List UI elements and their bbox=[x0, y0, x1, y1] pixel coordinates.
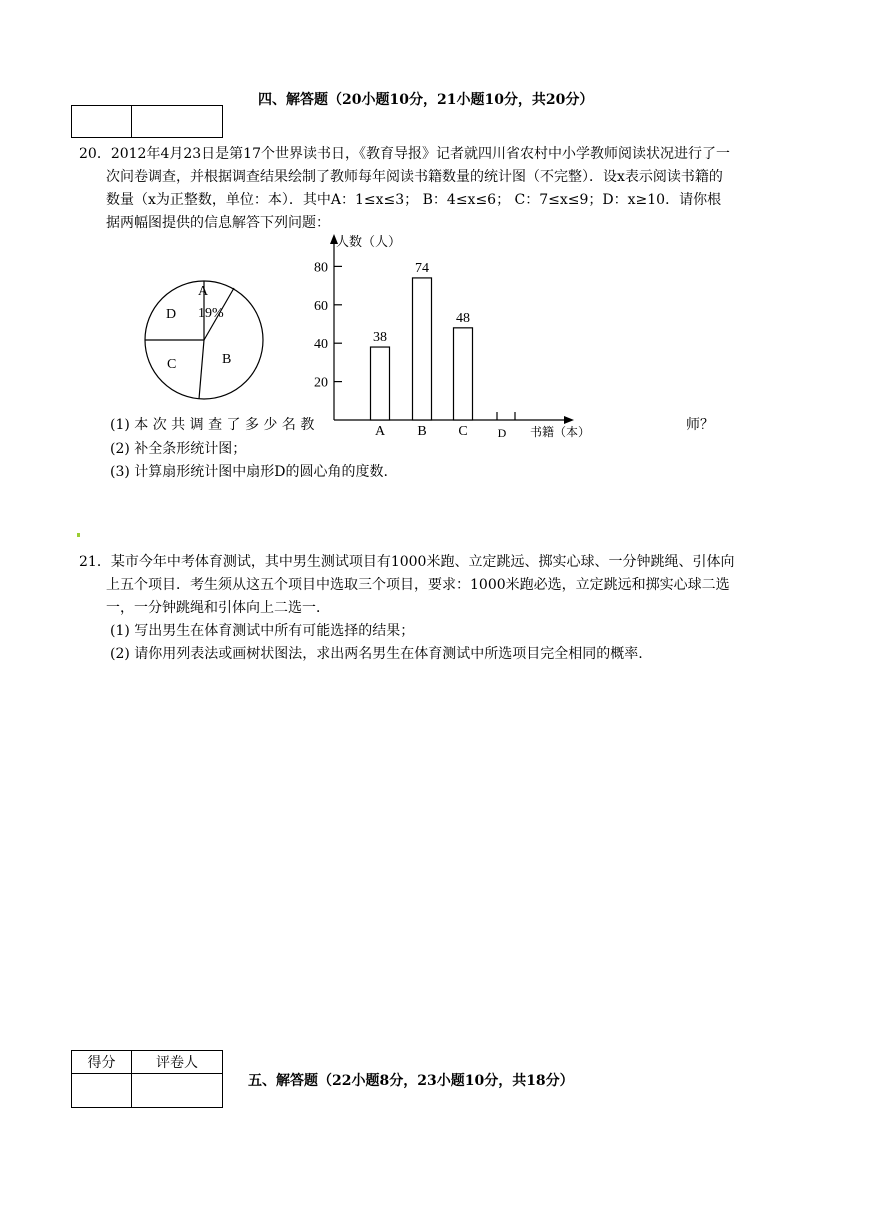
pie-slice-label-d: D bbox=[166, 307, 177, 322]
q20-sub1-right: 师？ bbox=[686, 417, 714, 433]
y-tick-label: 40 bbox=[314, 337, 328, 353]
q20-line3: 数量（x为正整数，单位：本）．其中A：1≤x≤3； B：4≤x≤6； C：7≤x≤9；D：x≥10．请你根 bbox=[106, 192, 722, 208]
bar-a bbox=[371, 347, 390, 420]
score-header: 得分 bbox=[72, 1051, 132, 1074]
y-tick-label: 60 bbox=[314, 298, 328, 314]
x-category-label-d: D bbox=[497, 426, 507, 440]
bar-b bbox=[413, 278, 432, 420]
y-axis-label: 人数（人） bbox=[336, 234, 402, 249]
q21-sub1: (1) 写出男生在体育测试中所有可能选择的结果； bbox=[110, 623, 415, 639]
pie-slice-label-c: C bbox=[167, 357, 177, 372]
x-category-label-c: C bbox=[458, 424, 468, 439]
section4-title: 四、解答题（20小题10分，21小题10分，共20分） bbox=[258, 92, 594, 108]
q20-line2: 次问卷调查，并根据调查结果绘制了教师每年阅读书籍数量的统计图（不完整）．设x表示阅读书籍的 bbox=[106, 169, 723, 185]
x-axis-label: 书籍（本） bbox=[530, 425, 591, 439]
y-tick-label: 20 bbox=[314, 375, 328, 391]
q20-sub3: (3) 计算扇形统计图中扇形D的圆心角的度数. bbox=[110, 464, 388, 480]
grader-cell[interactable] bbox=[132, 1074, 223, 1108]
pie-slice-value-a: 19% bbox=[198, 306, 224, 321]
y-tick-label: 80 bbox=[314, 260, 328, 276]
section4-score-box bbox=[71, 105, 223, 138]
q20-line4: 据两幅图提供的信息解答下列问题： bbox=[106, 215, 330, 231]
q20-sub1-left: (1) 本 次 共 调 查 了 多 少 名 教 bbox=[110, 417, 315, 433]
pie-chart bbox=[140, 275, 270, 405]
q21-sub2: (2) 请你用列表法或画树状图法，求出两名男生在体育测试中所选项目完全相同的概率. bbox=[110, 646, 643, 662]
grader-header: 评卷人 bbox=[132, 1051, 223, 1074]
bar-c bbox=[454, 328, 473, 420]
q21-line1: 21．某市今年中考体育测试，其中男生测试项目有1000米跑、立定跳远、掷实心球、一分钟跳绳、引体向 bbox=[79, 554, 735, 570]
pie-slice-label-b: B bbox=[222, 352, 232, 367]
section5-title: 五、解答题（22小题8分，23小题10分，共18分） bbox=[248, 1073, 574, 1089]
q21-line3: 一，一分钟跳绳和引体向上二选一． bbox=[106, 600, 330, 616]
score-cell[interactable] bbox=[72, 1074, 132, 1108]
pie-divider-bottom bbox=[199, 340, 204, 399]
score-cell[interactable] bbox=[72, 106, 132, 138]
q20-line1: 20．2012年4月23日是第17个世界读书日，《教育导报》记者就四川省农村中小学教师阅读状况进行了一 bbox=[79, 146, 730, 162]
section5-score-box bbox=[71, 1050, 223, 1108]
grader-cell[interactable] bbox=[132, 106, 223, 138]
x-category-label-b: B bbox=[417, 424, 427, 439]
bar-value-label-c: 48 bbox=[456, 310, 470, 326]
bar-value-label-a: 38 bbox=[373, 330, 387, 346]
x-category-label-a: A bbox=[374, 424, 386, 439]
bar-chart bbox=[300, 230, 600, 440]
artifact-dot bbox=[77, 533, 80, 537]
q21-line2: 上五个项目．考生须从这五个项目中选取三个项目，要求：1000米跑必选，立定跳远和掷实心球二选 bbox=[106, 577, 730, 593]
q20-sub2: (2) 补全条形统计图； bbox=[110, 441, 247, 457]
x-axis-arrow bbox=[564, 416, 574, 424]
pie-slice-label-a: A bbox=[198, 284, 209, 299]
bar-value-label-b: 74 bbox=[415, 260, 429, 276]
